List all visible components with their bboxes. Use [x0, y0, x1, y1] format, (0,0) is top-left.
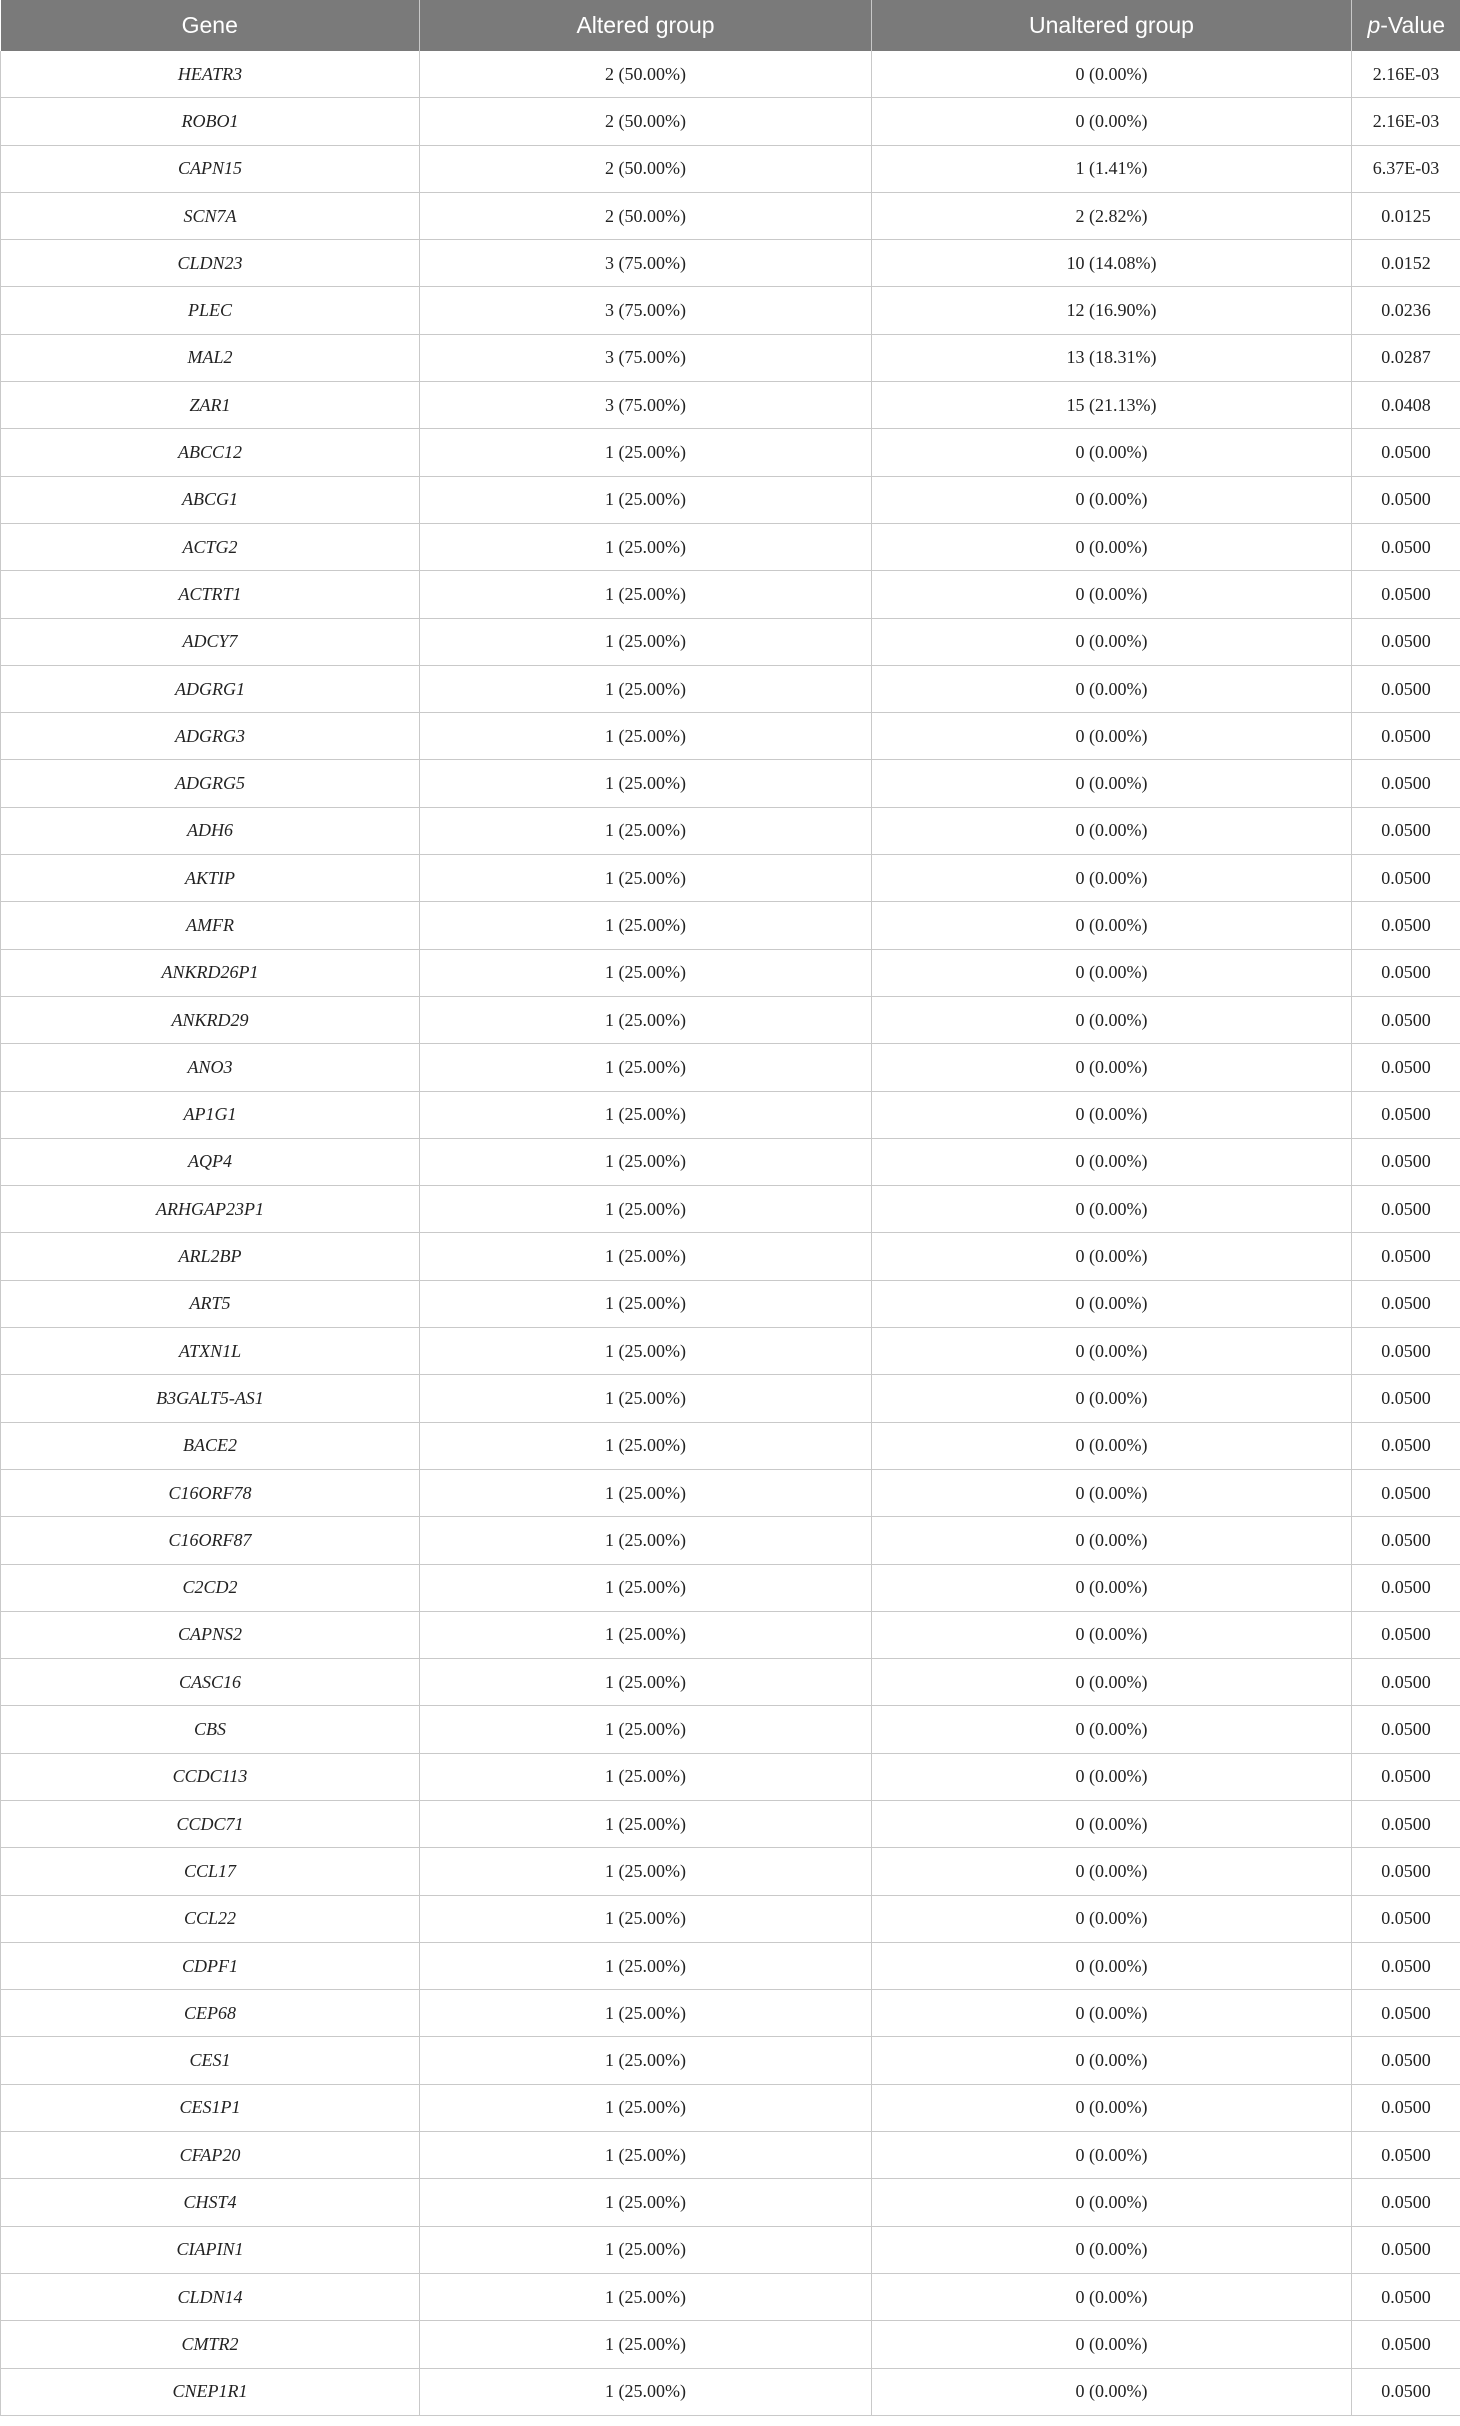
p-value-cell: 0.0500	[1352, 2084, 1460, 2131]
gene-cell: SCN7A	[1, 192, 420, 239]
table-row	[1, 334, 1460, 381]
gene-cell: ARL2BP	[1, 1233, 420, 1280]
p-value-cell: 0.0500	[1352, 1138, 1460, 1185]
altered-group-cell: 2 (50.00%)	[420, 192, 872, 239]
unaltered-group-cell: 0 (0.00%)	[872, 2037, 1352, 2084]
table-row	[1, 665, 1460, 712]
unaltered-group-cell: 0 (0.00%)	[872, 1753, 1352, 1800]
p-value-cell: 0.0500	[1352, 2037, 1460, 2084]
table-row	[1, 98, 1460, 145]
p-value-cell: 0.0500	[1352, 1848, 1460, 1895]
p-value-cell: 0.0500	[1352, 2321, 1460, 2368]
p-value-cell: 0.0500	[1352, 807, 1460, 854]
unaltered-group-cell: 12 (16.90%)	[872, 287, 1352, 334]
unaltered-group-cell: 0 (0.00%)	[872, 1044, 1352, 1091]
altered-group-cell: 1 (25.00%)	[420, 1422, 872, 1469]
gene-cell: ZAR1	[1, 382, 420, 429]
altered-group-cell: 2 (50.00%)	[420, 98, 872, 145]
altered-group-cell: 1 (25.00%)	[420, 1706, 872, 1753]
table-row	[1, 618, 1460, 665]
gene-cell: C16ORF78	[1, 1469, 420, 1516]
p-value-cell: 0.0500	[1352, 1706, 1460, 1753]
table-row	[1, 1564, 1460, 1611]
gene-cell: ART5	[1, 1280, 420, 1327]
unaltered-group-cell: 10 (14.08%)	[872, 240, 1352, 287]
table-row	[1, 1942, 1460, 1989]
table-row	[1, 1753, 1460, 1800]
p-value-cell: 0.0500	[1352, 1990, 1460, 2037]
table-row	[1, 1611, 1460, 1658]
gene-cell: CMTR2	[1, 2321, 420, 2368]
unaltered-group-cell: 13 (18.31%)	[872, 334, 1352, 381]
unaltered-group-cell: 0 (0.00%)	[872, 902, 1352, 949]
unaltered-group-cell: 0 (0.00%)	[872, 1706, 1352, 1753]
unaltered-group-cell: 0 (0.00%)	[872, 1564, 1352, 1611]
gene-cell: C2CD2	[1, 1564, 420, 1611]
gene-cell: CASC16	[1, 1659, 420, 1706]
unaltered-group-cell: 0 (0.00%)	[872, 1233, 1352, 1280]
p-value-cell: 0.0500	[1352, 1186, 1460, 1233]
altered-group-cell: 1 (25.00%)	[420, 1280, 872, 1327]
altered-group-cell: 1 (25.00%)	[420, 1848, 872, 1895]
gene-cell: CCDC71	[1, 1800, 420, 1847]
p-value-cell: 0.0500	[1352, 1280, 1460, 1327]
altered-group-cell: 1 (25.00%)	[420, 2226, 872, 2273]
p-value-cell: 0.0500	[1352, 429, 1460, 476]
table-row	[1, 1186, 1460, 1233]
unaltered-group-cell: 0 (0.00%)	[872, 2368, 1352, 2415]
p-value-cell: 0.0500	[1352, 1659, 1460, 1706]
p-value-cell: 0.0500	[1352, 476, 1460, 523]
p-value-cell: 0.0500	[1352, 2179, 1460, 2226]
table-row	[1, 2084, 1460, 2131]
table-row	[1, 2368, 1460, 2415]
altered-group-cell: 1 (25.00%)	[420, 2037, 872, 2084]
table-row	[1, 2321, 1460, 2368]
altered-group-cell: 1 (25.00%)	[420, 1138, 872, 1185]
unaltered-group-cell: 0 (0.00%)	[872, 760, 1352, 807]
gene-cell: AKTIP	[1, 855, 420, 902]
unaltered-group-cell: 0 (0.00%)	[872, 571, 1352, 618]
gene-cell: CEP68	[1, 1990, 420, 2037]
altered-group-cell: 1 (25.00%)	[420, 1091, 872, 1138]
gene-cell: CCL17	[1, 1848, 420, 1895]
p-value-cell: 0.0500	[1352, 1233, 1460, 1280]
gene-cell: ADH6	[1, 807, 420, 854]
gene-cell: BACE2	[1, 1422, 420, 1469]
gene-cell: AQP4	[1, 1138, 420, 1185]
unaltered-group-cell: 0 (0.00%)	[872, 949, 1352, 996]
gene-cell: CES1P1	[1, 2084, 420, 2131]
altered-group-cell: 1 (25.00%)	[420, 429, 872, 476]
unaltered-group-cell: 0 (0.00%)	[872, 1422, 1352, 1469]
gene-cell: ANKRD29	[1, 996, 420, 1043]
altered-group-cell: 1 (25.00%)	[420, 1659, 872, 1706]
unaltered-group-cell: 0 (0.00%)	[872, 1659, 1352, 1706]
table-row	[1, 287, 1460, 334]
header-row	[1, 0, 1460, 51]
altered-group-cell: 2 (50.00%)	[420, 51, 872, 98]
p-value-cell: 0.0500	[1352, 1895, 1460, 1942]
altered-group-cell: 1 (25.00%)	[420, 476, 872, 523]
altered-group-cell: 2 (50.00%)	[420, 145, 872, 192]
unaltered-group-cell: 0 (0.00%)	[872, 2179, 1352, 2226]
gene-cell: ANO3	[1, 1044, 420, 1091]
altered-group-cell: 1 (25.00%)	[420, 1895, 872, 1942]
altered-group-cell: 1 (25.00%)	[420, 1328, 872, 1375]
unaltered-group-cell: 0 (0.00%)	[872, 429, 1352, 476]
gene-cell: MAL2	[1, 334, 420, 381]
table-row	[1, 1422, 1460, 1469]
unaltered-group-cell: 0 (0.00%)	[872, 2321, 1352, 2368]
unaltered-group-cell: 0 (0.00%)	[872, 1848, 1352, 1895]
column-header-gene: Gene	[1, 0, 420, 51]
gene-cell: CNEP1R1	[1, 2368, 420, 2415]
unaltered-group-cell: 0 (0.00%)	[872, 1800, 1352, 1847]
gene-cell: CIAPIN1	[1, 2226, 420, 2273]
table-row	[1, 807, 1460, 854]
unaltered-group-cell: 0 (0.00%)	[872, 996, 1352, 1043]
p-value-cell: 0.0500	[1352, 1753, 1460, 1800]
altered-group-cell: 3 (75.00%)	[420, 382, 872, 429]
p-value-cell: 0.0500	[1352, 2132, 1460, 2179]
p-value-cell: 0.0152	[1352, 240, 1460, 287]
unaltered-group-cell: 0 (0.00%)	[872, 1611, 1352, 1658]
unaltered-group-cell: 1 (1.41%)	[872, 145, 1352, 192]
altered-group-cell: 1 (25.00%)	[420, 2132, 872, 2179]
unaltered-group-cell: 2 (2.82%)	[872, 192, 1352, 239]
altered-group-cell: 1 (25.00%)	[420, 996, 872, 1043]
table-row	[1, 1375, 1460, 1422]
column-header-unaltered-group: Unaltered group	[872, 0, 1352, 51]
unaltered-group-cell: 0 (0.00%)	[872, 1091, 1352, 1138]
gene-cell: C16ORF87	[1, 1517, 420, 1564]
gene-cell: ADCY7	[1, 618, 420, 665]
gene-cell: AP1G1	[1, 1091, 420, 1138]
p-value-cell: 0.0500	[1352, 2273, 1460, 2320]
altered-group-cell: 1 (25.00%)	[420, 1800, 872, 1847]
p-value-cell: 0.0500	[1352, 618, 1460, 665]
table-row	[1, 1469, 1460, 1516]
altered-group-cell: 1 (25.00%)	[420, 902, 872, 949]
unaltered-group-cell: 0 (0.00%)	[872, 1138, 1352, 1185]
table-row	[1, 192, 1460, 239]
p-value-cell: 0.0500	[1352, 1942, 1460, 1989]
p-value-italic-p: p	[1367, 12, 1381, 38]
p-value-cell: 0.0500	[1352, 713, 1460, 760]
unaltered-group-cell: 0 (0.00%)	[872, 807, 1352, 854]
table-row	[1, 1091, 1460, 1138]
p-value-cell: 0.0500	[1352, 1044, 1460, 1091]
unaltered-group-cell: 15 (21.13%)	[872, 382, 1352, 429]
table-row	[1, 51, 1460, 98]
p-value-cell: 0.0500	[1352, 523, 1460, 570]
table-row	[1, 1044, 1460, 1091]
gene-cell: CES1	[1, 2037, 420, 2084]
table-row	[1, 2037, 1460, 2084]
table-row	[1, 2132, 1460, 2179]
table-row	[1, 2226, 1460, 2273]
p-value-cell: 0.0500	[1352, 1091, 1460, 1138]
gene-cell: ADGRG1	[1, 665, 420, 712]
table-row	[1, 382, 1460, 429]
altered-group-cell: 3 (75.00%)	[420, 334, 872, 381]
unaltered-group-cell: 0 (0.00%)	[872, 2084, 1352, 2131]
gene-cell: B3GALT5-AS1	[1, 1375, 420, 1422]
gene-cell: HEATR3	[1, 51, 420, 98]
gene-cell: ACTRT1	[1, 571, 420, 618]
table-row	[1, 1848, 1460, 1895]
table-row	[1, 902, 1460, 949]
unaltered-group-cell: 0 (0.00%)	[872, 713, 1352, 760]
table-row	[1, 996, 1460, 1043]
p-value-cell: 0.0500	[1352, 665, 1460, 712]
p-value-cell: 0.0287	[1352, 334, 1460, 381]
altered-group-cell: 1 (25.00%)	[420, 1942, 872, 1989]
table-row	[1, 2273, 1460, 2320]
altered-group-cell: 1 (25.00%)	[420, 1990, 872, 2037]
table-row	[1, 523, 1460, 570]
p-value-cell: 2.16E-03	[1352, 51, 1460, 98]
altered-group-cell: 1 (25.00%)	[420, 1753, 872, 1800]
gene-cell: CCL22	[1, 1895, 420, 1942]
unaltered-group-cell: 0 (0.00%)	[872, 1280, 1352, 1327]
gene-cell: ADGRG3	[1, 713, 420, 760]
altered-group-cell: 1 (25.00%)	[420, 2179, 872, 2226]
gene-cell: CFAP20	[1, 2132, 420, 2179]
unaltered-group-cell: 0 (0.00%)	[872, 2273, 1352, 2320]
p-value-cell: 0.0236	[1352, 287, 1460, 334]
column-header-altered-group: Altered group	[420, 0, 872, 51]
unaltered-group-cell: 0 (0.00%)	[872, 1895, 1352, 1942]
unaltered-group-cell: 0 (0.00%)	[872, 1375, 1352, 1422]
p-value-cell: 0.0500	[1352, 1611, 1460, 1658]
unaltered-group-cell: 0 (0.00%)	[872, 1990, 1352, 2037]
p-value-suffix: -Value	[1380, 12, 1446, 38]
table-row	[1, 1990, 1460, 2037]
table-row	[1, 1328, 1460, 1375]
p-value-cell: 6.37E-03	[1352, 145, 1460, 192]
p-value-cell: 0.0500	[1352, 1375, 1460, 1422]
p-value-cell: 0.0500	[1352, 996, 1460, 1043]
unaltered-group-cell: 0 (0.00%)	[872, 618, 1352, 665]
altered-group-cell: 1 (25.00%)	[420, 1469, 872, 1516]
table-row	[1, 1895, 1460, 1942]
gene-cell: ATXN1L	[1, 1328, 420, 1375]
unaltered-group-cell: 0 (0.00%)	[872, 1186, 1352, 1233]
p-value-cell: 0.0408	[1352, 382, 1460, 429]
gene-cell: ARHGAP23P1	[1, 1186, 420, 1233]
p-value-cell: 0.0125	[1352, 192, 1460, 239]
altered-group-cell: 1 (25.00%)	[420, 1564, 872, 1611]
unaltered-group-cell: 0 (0.00%)	[872, 2226, 1352, 2273]
p-value-cell: 0.0500	[1352, 1469, 1460, 1516]
altered-group-cell: 1 (25.00%)	[420, 807, 872, 854]
altered-group-cell: 1 (25.00%)	[420, 1517, 872, 1564]
p-value-cell: 0.0500	[1352, 2368, 1460, 2415]
unaltered-group-cell: 0 (0.00%)	[872, 1469, 1352, 1516]
unaltered-group-cell: 0 (0.00%)	[872, 51, 1352, 98]
unaltered-group-cell: 0 (0.00%)	[872, 1328, 1352, 1375]
table-row	[1, 1800, 1460, 1847]
p-value-cell: 0.0500	[1352, 2226, 1460, 2273]
table-row	[1, 571, 1460, 618]
table-row	[1, 240, 1460, 287]
altered-group-cell: 1 (25.00%)	[420, 1233, 872, 1280]
gene-cell: ABCG1	[1, 476, 420, 523]
altered-group-cell: 1 (25.00%)	[420, 1186, 872, 1233]
table-row	[1, 949, 1460, 996]
altered-group-cell: 1 (25.00%)	[420, 523, 872, 570]
p-value-cell: 0.0500	[1352, 1422, 1460, 1469]
table-row	[1, 145, 1460, 192]
gene-cell: ADGRG5	[1, 760, 420, 807]
unaltered-group-cell: 0 (0.00%)	[872, 1942, 1352, 1989]
table-row	[1, 1517, 1460, 1564]
gene-cell: CHST4	[1, 2179, 420, 2226]
altered-group-cell: 1 (25.00%)	[420, 571, 872, 618]
unaltered-group-cell: 0 (0.00%)	[872, 1517, 1352, 1564]
altered-group-cell: 1 (25.00%)	[420, 2273, 872, 2320]
table-row	[1, 2179, 1460, 2226]
unaltered-group-cell: 0 (0.00%)	[872, 665, 1352, 712]
table-row	[1, 713, 1460, 760]
altered-group-cell: 1 (25.00%)	[420, 713, 872, 760]
altered-group-cell: 1 (25.00%)	[420, 760, 872, 807]
p-value-cell: 0.0500	[1352, 902, 1460, 949]
gene-cell: CAPN15	[1, 145, 420, 192]
table-header	[1, 0, 1460, 51]
table-row	[1, 1280, 1460, 1327]
p-value-cell: 0.0500	[1352, 1564, 1460, 1611]
p-value-cell: 0.0500	[1352, 571, 1460, 618]
column-header-p-value	[1352, 0, 1460, 51]
p-value-cell: 0.0500	[1352, 1328, 1460, 1375]
gene-cell: PLEC	[1, 287, 420, 334]
unaltered-group-cell: 0 (0.00%)	[872, 476, 1352, 523]
gene-cell: CCDC113	[1, 1753, 420, 1800]
altered-group-cell: 1 (25.00%)	[420, 1375, 872, 1422]
gene-cell: CLDN14	[1, 2273, 420, 2320]
unaltered-group-cell: 0 (0.00%)	[872, 98, 1352, 145]
altered-group-cell: 1 (25.00%)	[420, 1044, 872, 1091]
altered-group-cell: 1 (25.00%)	[420, 665, 872, 712]
altered-group-cell: 1 (25.00%)	[420, 949, 872, 996]
gene-cell: ACTG2	[1, 523, 420, 570]
p-value-cell: 0.0500	[1352, 855, 1460, 902]
p-value-cell: 2.16E-03	[1352, 98, 1460, 145]
gene-cell: ROBO1	[1, 98, 420, 145]
gene-cell: AMFR	[1, 902, 420, 949]
altered-group-cell: 1 (25.00%)	[420, 2368, 872, 2415]
altered-group-cell: 1 (25.00%)	[420, 855, 872, 902]
table-row	[1, 1138, 1460, 1185]
table-row	[1, 760, 1460, 807]
p-value-cell: 0.0500	[1352, 760, 1460, 807]
table-row	[1, 1659, 1460, 1706]
table-row	[1, 855, 1460, 902]
p-value-cell: 0.0500	[1352, 1517, 1460, 1564]
gene-cell: CLDN23	[1, 240, 420, 287]
altered-group-cell: 1 (25.00%)	[420, 2321, 872, 2368]
altered-group-cell: 1 (25.00%)	[420, 2084, 872, 2131]
p-value-cell: 0.0500	[1352, 949, 1460, 996]
unaltered-group-cell: 0 (0.00%)	[872, 523, 1352, 570]
table-body	[1, 51, 1460, 2415]
gene-cell: ANKRD26P1	[1, 949, 420, 996]
altered-group-cell: 1 (25.00%)	[420, 618, 872, 665]
gene-cell: CDPF1	[1, 1942, 420, 1989]
table-row	[1, 476, 1460, 523]
unaltered-group-cell: 0 (0.00%)	[872, 855, 1352, 902]
table-row	[1, 1706, 1460, 1753]
unaltered-group-cell: 0 (0.00%)	[872, 2132, 1352, 2179]
altered-group-cell: 3 (75.00%)	[420, 240, 872, 287]
altered-group-cell: 1 (25.00%)	[420, 1611, 872, 1658]
p-value-cell: 0.0500	[1352, 1800, 1460, 1847]
altered-group-cell: 3 (75.00%)	[420, 287, 872, 334]
gene-cell: ABCC12	[1, 429, 420, 476]
gene-cell: CAPNS2	[1, 1611, 420, 1658]
gene-cell: CBS	[1, 1706, 420, 1753]
table-row	[1, 429, 1460, 476]
table-row	[1, 1233, 1460, 1280]
